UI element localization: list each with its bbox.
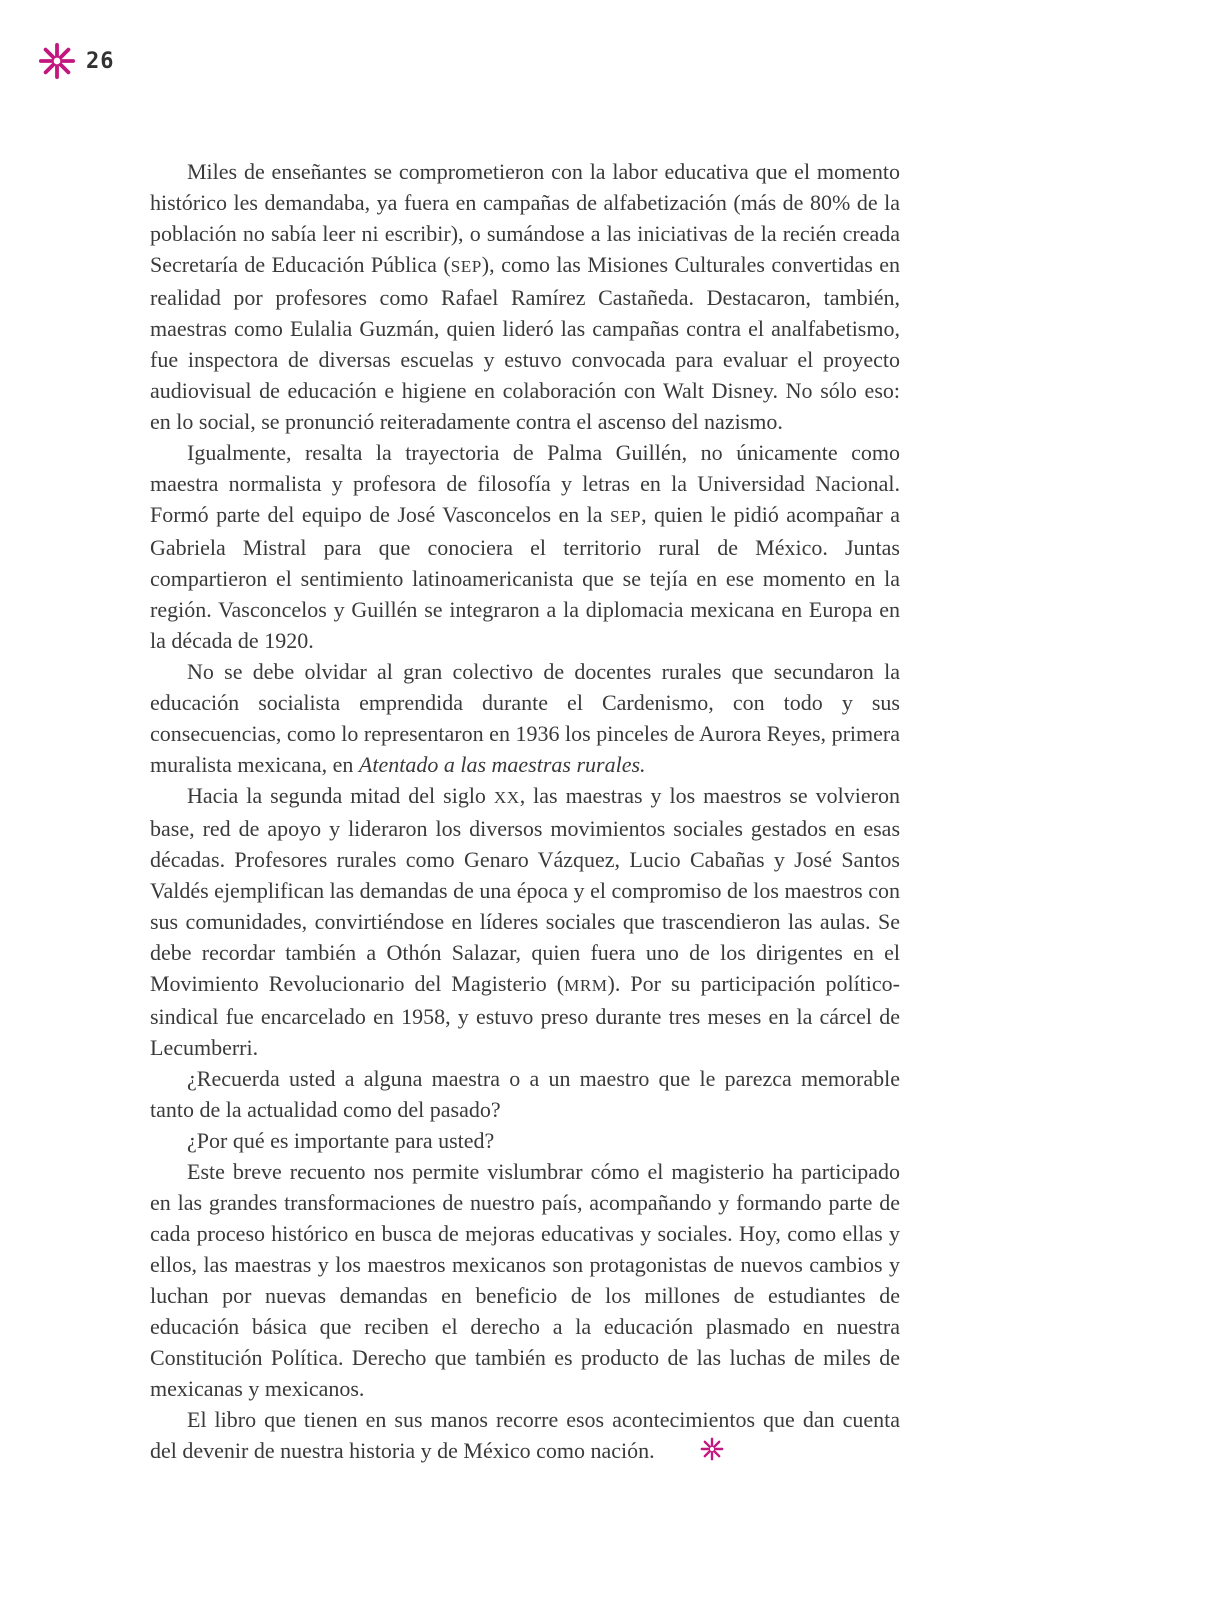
paragraph-2	[150, 437, 900, 656]
paragraph-2-text-b: , quien le pidió acompañar a Gabriela Mistral para que conociera el territorio rural de México. Juntas compartieron el sentimiento latinoamericanista que se tejía en ese momento en la región. Vasconcelos y Guillén se integraron a la diplomacia mexicana en Europa en la década de 1920.	[150, 502, 900, 653]
paragraph-1-text-b: ), como las Misiones Culturales convertidas en realidad por profesores como Rafael Ramírez Castañeda. Destacaron, también, maestras como Eulalia Guzmán, quien lideró las campañas contra el analfabetismo, fue inspectora de diversas escuelas y estuvo convocada para evaluar el proyecto audiovisual de educación e higiene en colaboración con Walt Disney. No sólo eso: en lo social, se pronunció reiteradamente contra el ascenso del nazismo.	[150, 252, 900, 434]
asterisk-icon	[38, 42, 76, 80]
paragraph-3-text-a: No se debe olvidar al gran colectivo de docentes rurales que secundaron la educación socialista emprendida durante el Cardenismo, con todo y sus consecuencias, como lo representaron en 1936 los pinceles de Aurora Reyes, primera muralista mexicana, en	[150, 659, 900, 777]
paragraph-7: Este breve recuento nos permite vislumbrar cómo el magisterio ha participado en las grandes transformaciones de nuestro país, acompañando y formando parte de cada proceso histórico en busca de mejoras educativas y sociales. Hoy, como ellas y ellos, las maestras y los maestros mexicanos son protagonistas de nuevos cambios y luchan por nuevas demandas en beneficio de los millones de estudiantes de educación básica que reciben el derecho a la educación plasmado en nuestra Constitución Política. Derecho que también es producto de las luchas de miles de mexicanas y mexicanos.	[150, 1159, 900, 1401]
paragraph-1-text-a: Miles de enseñantes se comprometieron con la labor educativa que el momento histórico les demandaba, ya fuera en campañas de alfabetización (más de 80% de la población no sabía leer ni escribir), o sumándose a las iniciativas de la recién creada Secretaría de Educación Pública (	[150, 159, 900, 277]
paragraph-4-text-a: Hacia la segunda mitad del siglo	[187, 783, 494, 808]
paragraph-8	[150, 1404, 900, 1469]
paragraph-6: ¿Por qué es importante para usted?	[187, 1128, 495, 1153]
artwork-title: Atentado a las maestras rurales.	[358, 752, 646, 777]
paragraph-4	[150, 780, 900, 1063]
paragraph-2-text-a: Igualmente, resalta la trayectoria de Palma Guillén, no únicamente como maestra normalista y profesora de filosofía y letras en la Universidad Nacional. Formó parte del equipo de José Vasconcelos en la	[150, 440, 900, 527]
paragraph-4-text-c: ). Por su participación político-sindical fue encarcelado en 1958, y estuvo preso durante tres meses en la cárcel de Lecumberri.	[150, 971, 900, 1060]
page-header	[38, 42, 115, 80]
paragraph-8-text: El libro que tienen en sus manos recorre esos acontecimientos que dan cuenta del devenir de nuestra historia y de México como nación.	[150, 1407, 900, 1463]
abbr-sep: SEP	[450, 257, 482, 276]
end-asterisk-icon	[663, 1437, 724, 1469]
abbr-mrm: MRM	[564, 976, 608, 995]
body-text	[150, 156, 900, 1469]
paragraph-5: ¿Recuerda usted a alguna maestra o a un maestro que le parezca memorable tanto de la actualidad como del pasado?	[150, 1066, 900, 1122]
paragraph-3	[150, 656, 900, 780]
paragraph-4-text-b: , las maestras y los maestros se volvieron base, red de apoyo y lideraron los diversos movimientos sociales gestados en esas décadas. Profesores rurales como Genaro Vázquez, Lucio Cabañas y José Santos Valdés ejemplifican las demandas de una época y el compromiso de los maestros con sus comunidades, convirtiéndose en líderes sociales que trascendieron las aulas. Se debe recordar también a Othón Salazar, quien fuera uno de los dirigentes en el Movimiento Revolucionario del Magisterio (	[150, 783, 900, 996]
abbr-sep: SEP	[609, 507, 642, 526]
century-numeral: XX	[493, 788, 520, 807]
paragraph-1	[150, 156, 900, 437]
page-number: 26	[86, 48, 115, 74]
